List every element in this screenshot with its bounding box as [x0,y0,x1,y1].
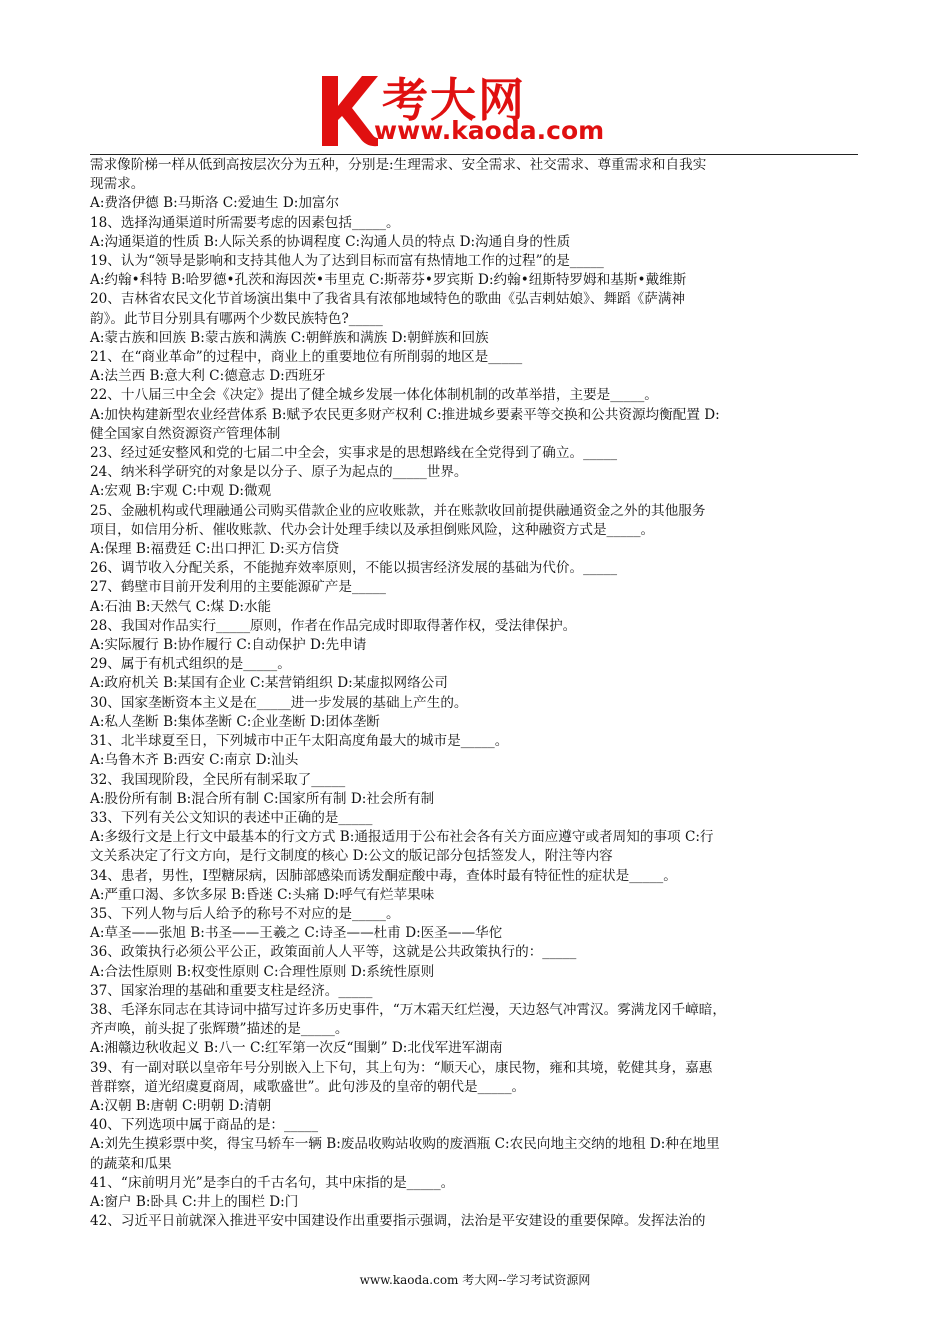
text-line: A:保理 B:福费廷 C:出口押汇 D:买方信贷 [90,541,340,558]
text-line: 需求像阶梯一样从低到高按层次分为五种，分别是:生理需求、安全需求、社交需求、尊重需求和自我实 [90,157,707,173]
header-divider [90,154,858,155]
text-line: 24、纳米科学研究的对象是以分子、原子为起点的_____世界。 [90,464,468,481]
text-line: 39、有一副对联以皇帝年号分别嵌入上下句，其上句为：“顺天心，康民物，雍和其境，乾健其身，嘉惠 [90,1059,713,1076]
text-line: A:湘赣边秋收起义 B:八一 C:红军第一次反“围剿” D:北伐军进军湖南 [90,1040,503,1057]
text-line: 35、下列人物与后人给予的称号不对应的是_____。 [90,905,400,922]
text-line: 37、国家治理的基础和重要支柱是经济。_____ [90,982,373,999]
text-line: A:合法性原则 B:权变性原则 C:合理性原则 D:系统性原则 [90,963,435,980]
text-line: A:加快构建新型农业经营体系 B:赋予农民更多财产权利 C:推进城乡要素平等交换和公共资源均衡配置 D: [90,406,720,423]
k-logo-icon [318,72,380,148]
text-line: A:多级行文是上行文中最基本的行文方式 B:通报适用于公布社会各有关方面应遵守或者周知的事项 C:行 [90,829,714,846]
text-line: 31、北半球夏至日，下列城市中正午太阳高度角最大的城市是_____。 [90,733,509,750]
text-line: 38、毛泽东同志在其诗词中描写过许多历史事件，“万木霜天红烂漫，天边怒气冲霄汉。雾满龙冈千嶂暗， [90,1001,726,1018]
text-line: A:汉朝 B:唐朝 C:明朝 D:清朝 [90,1097,272,1114]
text-line: 23、经过延安整风和党的七届二中全会，实事求是的思想路线在全党得到了确立。_____ [90,445,618,462]
text-line: 健全国家自然资源资产管理体制 [90,425,281,442]
page-footer[interactable]: www.kaoda.com 考大网--学习考试资源网 [359,1273,591,1287]
text-line: A:乌鲁木齐 B:西安 C:南京 D:汕头 [90,752,299,769]
text-line: A:私人垄断 B:集体垄断 C:企业垄断 D:团体垄断 [90,713,380,730]
text-line: A:实际履行 B:协作履行 C:自动保护 D:先申请 [90,637,367,654]
text-line: 齐声唤，前头捉了张辉瓒”描述的是_____。 [90,1021,349,1038]
text-line: A:宏观 B:宇观 C:中观 D:微观 [90,483,272,500]
text-line: 18、选择沟通渠道时所需要考虑的因素包括_____。 [90,214,400,231]
text-line: 22、十八届三中全会《决定》提出了健全城乡发展一体化体制机制的改革举措，主要是_____。 [90,387,658,404]
text-line: 25、金融机构或代理融通公司购买借款企业的应收账款，并在账款收回前提供融通资金之外的其他服务 [90,502,706,519]
text-line: A:刘先生摸彩票中奖，得宝马轿车一辆 B:废品收购站收购的废酒瓶 C:农民向地主交纳的地租 D:种在地里 [90,1136,720,1153]
text-line: 41、“床前明月光”是李白的千古名句，其中床指的是_____。 [90,1174,455,1191]
text-line: 韵》。此节目分别具有哪两个少数民族特色?_____ [90,310,383,327]
text-line: A:政府机关 B:某国有企业 C:某营销组织 D:某虚拟网络公司 [90,675,448,692]
text-line: A:草圣——张旭 B:书圣——王羲之 C:诗圣——杜甫 D:医圣——华佗 [90,925,503,942]
text-line: 现需求。 [90,176,145,193]
text-line: 27、鹤壁市目前开发利用的主要能源矿产是_____ [90,579,386,596]
text-line: 29、属于有机式组织的是_____。 [90,656,291,673]
text-line: A:严重口渴、多饮多尿 B:昏迷 C:头痛 D:呼气有烂苹果味 [90,886,435,903]
text-line: 34、患者，男性，Ⅰ型糖尿病，因肺部感染而诱发酮症酸中毒，查体时最有特征性的症状是_____。 [90,867,677,884]
text-line: 项目，如信用分析、催收账款、代办会计处理手续以及承担倒账风险，这种融资方式是_____。 [90,521,655,538]
text-line: 文关系决定了行文方向，是行文制度的核心 D:公文的版记部分包括签发人，附注等内容 [90,848,613,865]
text-line: A:法兰西 B:意大利 C:德意志 D:西班牙 [90,368,326,385]
text-line: 21、在“商业革命”的过程中，商业上的重要地位有所削弱的地区是_____ [90,349,523,366]
text-line: A:费洛伊德 B:马斯洛 C:爱迪生 D:加富尔 [90,195,340,212]
text-line: 普群察，道光绍虞夏商周，咸歌盛世”。此句涉及的皇帝的朝代是_____。 [90,1078,526,1095]
text-line: 20、吉林省农民文化节首场演出集中了我省具有浓郁地域特色的歌曲《弘吉剌姑娘》、舞蹈《萨满神 [90,291,686,308]
text-line: 的蔬菜和瓜果 [90,1155,172,1172]
text-line: 40、下列选项中属于商品的是：_____ [90,1117,318,1134]
text-line: A:约翰•科特 B:哈罗德•孔茨和海因茨•韦里克 C:斯蒂芬•罗宾斯 D:约翰•纽斯特罗姆和基斯•戴维斯 [90,272,687,289]
text-line: 19、认为“领导是影响和支持其他人为了达到目标而富有热情地工作的过程”的是_____ [90,253,604,270]
text-line: 26、调节收入分配关系，不能抛弃效率原则，不能以损害经济发展的基础为代价。_____ [90,560,618,577]
text-line: 30、国家垄断资本主义是在_____进一步发展的基础上产生的。 [90,694,468,711]
logo-site-url: www.kaoda.com [374,116,605,145]
logo-site-name: 考大网 [382,73,526,127]
text-line: 32、我国现阶段，全民所有制采取了_____ [90,771,346,788]
text-line: A:石油 B:天然气 C:煤 D:水能 [90,598,272,615]
text-line: A:蒙古族和回族 B:蒙古族和满族 C:朝鲜族和满族 D:朝鲜族和回族 [90,329,489,346]
text-line: 33、下列有关公文知识的表述中正确的是_____ [90,809,373,826]
text-line: A:股份所有制 B:混合所有制 C:国家所有制 D:社会所有制 [90,790,435,807]
text-line: A:沟通渠道的性质 B:人际关系的协调程度 C:沟通人员的特点 D:沟通自身的性质 [90,233,571,250]
site-logo[interactable] [318,70,638,152]
text-line: 36、政策执行必须公平公正，政策面前人人平等，这就是公共政策执行的：_____ [90,944,577,961]
text-line: 28、我国对作品实行_____原则，作者在作品完成时即取得著作权，受法律保护。 [90,617,577,634]
text-line: 42、习近平日前就深入推进平安中国建设作出重要指示强调，法治是平安建设的重要保障。发挥法治的 [90,1213,706,1230]
text-line: A:窗户 B:卧具 C:井上的围栏 D:门 [90,1193,299,1210]
question-content [90,156,862,1231]
